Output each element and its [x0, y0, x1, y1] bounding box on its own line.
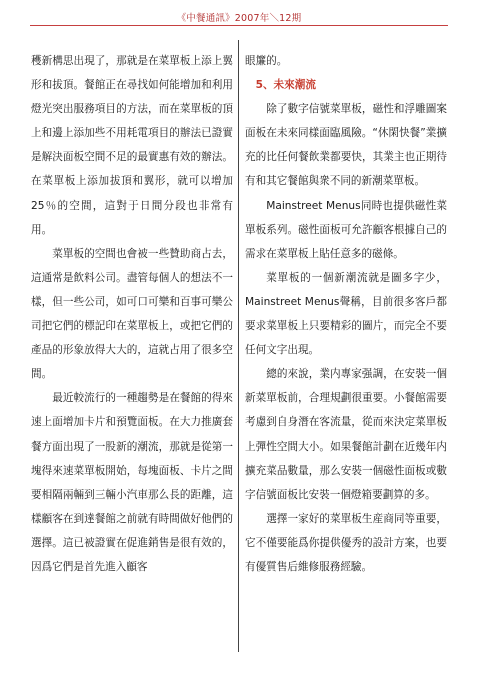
- right-column: [245, 49, 447, 579]
- journal-title: 《中餐通訊》2007年＼12期: [176, 13, 302, 24]
- column-divider: [238, 40, 239, 652]
- paragraph: 除了數字信號菜單板，磁性和浮雕圖案面板在未來同樣面臨風險。“休閑快餐”業擴充的比任何餐飲業都要快，其業主也正期待有和其它餐館與衆不同的新潮菜單板。: [245, 103, 447, 188]
- page-header: [0, 0, 478, 30]
- paragraph: 總的來說，業内專家强調，在安裝一個新菜單板前，合理規劃很重要。小餐館需要考慮到自身潛在客流量，從而來決定菜單板上彈性空間大小。如果餐館計劃在近幾年内擴充菜品數量，那么安裝一個磁性面板或數字信號面板比安裝一個燈箱要劃算的多。: [245, 368, 447, 501]
- paragraph: Mainstreet Menus同時也提供磁性菜單板系列。磁性面板可允許顧客根據自己的需求在菜單板上貼任意多的磁條。: [245, 199, 447, 260]
- paragraph: 菜單板的一個新潮流就是圖多字少，Mainstreet Menus聲稱，目前很多客戶都要求菜單板上只要精彩的圖片，而完全不要任何文字出現。: [245, 271, 447, 357]
- header-rule: [30, 25, 448, 26]
- paragraph: 菜單板的空間也會被一些贊助商占去，這通常是飲料公司。盡管每個人的想法不一樣，但一些公司，如可口可樂和百事可樂公司把它們的標記印在菜單板上，或把它們的產品的形象放得大大的，這就占用了很多空間。: [31, 247, 233, 381]
- left-column: [31, 49, 233, 579]
- paragraph: 最近較流行的一種趨勢是在餐館的得來速上面增加卡片和預覽面板。在大力推廣套餐方面出現了一股新的潮流，那就是從第一塊得來速菜單板開始，每塊面板、卡片之間要相隔兩輛到三輛小汽車那么長的距離，這樣顧客在到達餐館之前就有時間做好他們的選擇。這已被證實在促進銷售是很有效的，因爲它們是首先進入顧客: [31, 392, 233, 573]
- paragraph: 選擇一家好的菜單板生産商同等重要，它不僅要能爲你提供優秀的設計方案，也要有優質售后維修服務經驗。: [245, 512, 447, 573]
- paragraph-continuation: 眼簾的。: [245, 55, 288, 67]
- paragraph: 穫新構思出現了，那就是在菜單板上添上翼形和拔頂。餐館正在尋找如何能增加和利用燈光突出服務項目的方法，而在菜單板的頂上和邊上添加些不用耗電項目的辦法已證實是解決面板空間不足的最實惠有效的辦法。在菜單板上添加拔頂和翼形，就可以增加25％的空間，這對于日間分段也非常有用。: [31, 55, 233, 236]
- section-heading: 5、未來潮流: [255, 79, 316, 92]
